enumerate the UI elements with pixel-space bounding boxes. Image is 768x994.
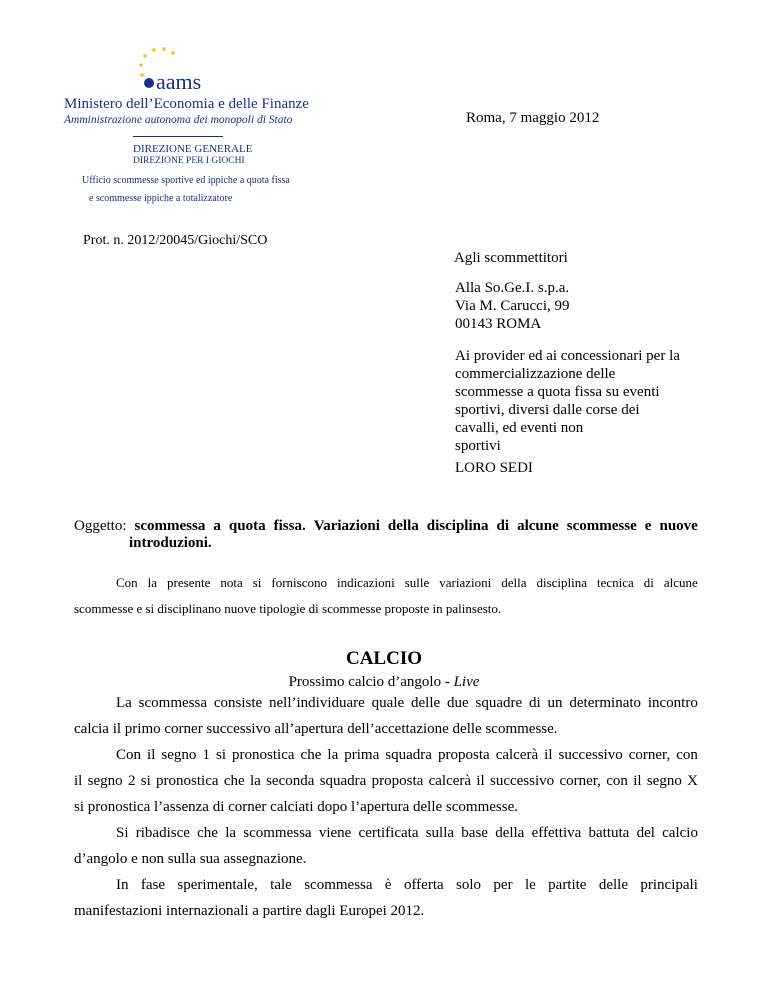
word: sulla bbox=[425, 825, 455, 841]
word: il bbox=[476, 773, 485, 789]
word: ribadisce bbox=[135, 825, 190, 841]
word: due bbox=[447, 695, 469, 711]
word: si bbox=[252, 575, 262, 590]
header-divider bbox=[133, 136, 223, 137]
paragraph-line bbox=[74, 872, 698, 898]
word: alcune bbox=[517, 518, 559, 534]
subject bbox=[74, 518, 698, 552]
paragraph-line bbox=[74, 768, 698, 794]
word: prima bbox=[344, 747, 380, 763]
word: determinato bbox=[569, 695, 642, 711]
aams-logo bbox=[128, 45, 220, 95]
word: che bbox=[197, 825, 218, 841]
word: sperimentale, bbox=[177, 877, 258, 893]
recipient-line: Alla So.Ge.I. s.p.a. bbox=[455, 280, 570, 296]
word: sulle bbox=[404, 575, 430, 590]
word: il bbox=[633, 773, 642, 789]
word: che bbox=[300, 747, 322, 763]
word: viene bbox=[318, 825, 352, 841]
office-line-2: e scommesse ippiche a totalizzatore bbox=[89, 193, 233, 204]
word: il bbox=[147, 747, 156, 763]
recipient-line: Ai provider ed ai concessionari per la bbox=[455, 348, 680, 364]
word: scommessa bbox=[243, 825, 312, 841]
word: incontro bbox=[647, 695, 698, 711]
word: successivo bbox=[490, 773, 555, 789]
paragraph-line: manifestazioni internazionali a partire dagli Europei 2012. bbox=[74, 903, 425, 919]
intro-line-2: scommesse e si disciplinano nuove tipologie di scommesse proposte in palinsesto. bbox=[74, 601, 502, 616]
subject-line-1 bbox=[74, 518, 698, 535]
word: presente bbox=[167, 575, 211, 590]
recipient-line: sportivi, diversi dalle corse dei bbox=[455, 402, 640, 418]
agency-name: Amministrazione autonoma dei monopoli di Stato bbox=[64, 114, 293, 126]
word: variazioni bbox=[439, 575, 492, 590]
word: si bbox=[140, 773, 151, 789]
word: effettiva bbox=[531, 825, 582, 841]
intro-line-1 bbox=[74, 570, 698, 596]
word: calcerà bbox=[428, 773, 472, 789]
word: In bbox=[116, 877, 129, 893]
word: la bbox=[327, 747, 339, 763]
word: segno bbox=[161, 747, 197, 763]
word: disciplina bbox=[536, 575, 588, 590]
word: quale bbox=[371, 695, 405, 711]
word: scommessa bbox=[134, 518, 206, 534]
word: le bbox=[524, 877, 536, 893]
recipient-providers bbox=[455, 347, 725, 455]
word: fase bbox=[140, 877, 166, 893]
office-line-1: Ufficio scommesse sportive ed ippiche a quota fissa bbox=[82, 175, 290, 186]
word: delle bbox=[598, 877, 629, 893]
word: successivo bbox=[558, 747, 623, 763]
word: 1 bbox=[202, 747, 210, 763]
word: del bbox=[636, 825, 655, 841]
word: seconda bbox=[266, 773, 315, 789]
recipient-line: Via M. Carucci, 99 bbox=[455, 298, 570, 314]
word: partite bbox=[548, 877, 587, 893]
word: è bbox=[384, 877, 392, 893]
word: base bbox=[461, 825, 488, 841]
word: di bbox=[643, 575, 654, 590]
recipient-line: scommesse a quota fissa su eventi bbox=[455, 384, 660, 400]
globe-icon bbox=[144, 78, 154, 88]
word: squadre bbox=[475, 695, 523, 711]
word: la bbox=[225, 825, 237, 841]
word: segno bbox=[87, 773, 123, 789]
word: pronostica bbox=[232, 747, 295, 763]
word: delle bbox=[411, 695, 441, 711]
word: il bbox=[544, 747, 553, 763]
subject-line-2: introduzioni. bbox=[129, 535, 212, 551]
word: la bbox=[249, 773, 261, 789]
word: La bbox=[116, 695, 132, 711]
word: proposta bbox=[371, 773, 424, 789]
word: offerta bbox=[403, 877, 444, 893]
word: indicazioni bbox=[336, 575, 395, 590]
word: Con bbox=[116, 575, 138, 590]
word: Oggetto: bbox=[74, 518, 127, 534]
recipient-line: sportivi bbox=[455, 438, 501, 454]
word: calcio bbox=[662, 825, 698, 841]
word: pronostica bbox=[156, 773, 219, 789]
paragraph-line bbox=[74, 742, 698, 768]
recipient-line: 00143 ROMA bbox=[455, 316, 542, 332]
word: fissa. bbox=[273, 518, 306, 534]
word: scommesse bbox=[566, 518, 637, 534]
ministry-name: Ministero dell’Economia e delle Finanze bbox=[64, 96, 309, 112]
paragraph-line: calcia il primo corner successivo all’apertura dell’accettazione delle scommesse. bbox=[74, 721, 558, 737]
word: si bbox=[215, 747, 226, 763]
logo-text: aams bbox=[156, 69, 202, 94]
subheading-italic: Live bbox=[453, 674, 480, 690]
word: che bbox=[223, 773, 245, 789]
protocol-number: Prot. n. 2012/20045/Giochi/SCO bbox=[83, 233, 268, 248]
word: scommessa bbox=[304, 877, 373, 893]
section-body bbox=[74, 690, 698, 924]
word: di bbox=[496, 518, 510, 534]
word: squadra bbox=[385, 747, 432, 763]
direzione-generale: DIREZIONE GENERALE bbox=[133, 143, 253, 155]
word: Con bbox=[116, 747, 142, 763]
word: tale bbox=[270, 877, 292, 893]
word: certificata bbox=[358, 825, 419, 841]
word: un bbox=[547, 695, 563, 711]
recipient-line: commercializzazione delle bbox=[455, 366, 616, 382]
word: solo bbox=[456, 877, 482, 893]
word: forniscono bbox=[271, 575, 327, 590]
word: a bbox=[213, 518, 221, 534]
word: quota bbox=[228, 518, 266, 534]
paragraph-line bbox=[74, 690, 698, 716]
word: tecnica bbox=[597, 575, 634, 590]
word: Variazioni bbox=[313, 518, 380, 534]
word: della bbox=[501, 575, 527, 590]
word: della bbox=[387, 518, 419, 534]
word: nell’individuare bbox=[269, 695, 365, 711]
word: consiste bbox=[213, 695, 263, 711]
word: 2 bbox=[127, 773, 136, 789]
word: corner, bbox=[628, 747, 671, 763]
recipient-loro-sedi: LORO SEDI bbox=[455, 460, 533, 476]
section-subheading bbox=[0, 674, 768, 691]
section-heading: CALCIO bbox=[345, 648, 422, 669]
word: Si bbox=[116, 825, 129, 841]
word: X bbox=[687, 773, 698, 789]
word: principali bbox=[640, 877, 698, 893]
subheading-text: Prossimo calcio d’angolo - bbox=[288, 674, 454, 690]
word: la bbox=[147, 575, 158, 590]
word: squadra bbox=[319, 773, 367, 789]
word: battuta bbox=[588, 825, 630, 841]
word: della bbox=[495, 825, 525, 841]
place-date: Roma, 7 maggio 2012 bbox=[466, 110, 600, 126]
word: corner, bbox=[559, 773, 601, 789]
intro-paragraph bbox=[74, 570, 698, 622]
word: disciplina bbox=[426, 518, 489, 534]
word: di bbox=[529, 695, 541, 711]
word: proposta bbox=[437, 747, 490, 763]
word: nuove bbox=[659, 518, 698, 534]
word: il bbox=[74, 773, 83, 789]
paragraph-line bbox=[74, 820, 698, 846]
paragraph-line: d’angolo e non sulla sua assegnazione. bbox=[74, 851, 307, 867]
word: con bbox=[606, 773, 628, 789]
word: e bbox=[644, 518, 652, 534]
recipient-bettors: Agli scommettitori bbox=[454, 250, 568, 266]
word: scommessa bbox=[138, 695, 207, 711]
word: alcune bbox=[663, 575, 698, 590]
paragraph-line: si pronostica l’assenza di corner calciati dopo l’apertura delle scommesse. bbox=[74, 799, 518, 815]
word: nota bbox=[220, 575, 243, 590]
recipient-sogei bbox=[455, 279, 570, 333]
direzione-giochi: DIREZIONE PER I GIOCHI bbox=[133, 156, 245, 166]
recipient-line: cavalli, ed eventi non bbox=[455, 420, 584, 436]
word: con bbox=[676, 747, 698, 763]
word: segno bbox=[646, 773, 682, 789]
word: per bbox=[493, 877, 513, 893]
word: calcerà bbox=[495, 747, 539, 763]
